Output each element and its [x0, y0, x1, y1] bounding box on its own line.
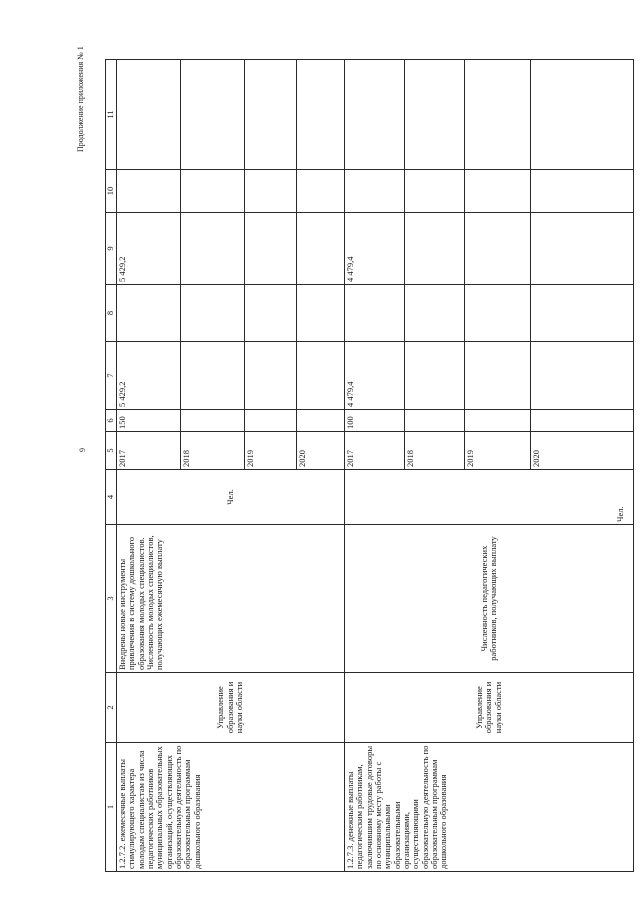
page-number: 9: [78, 448, 87, 452]
year-cell: 2020: [531, 432, 634, 470]
value-cell: [181, 60, 245, 170]
year-cell: 2017: [345, 432, 405, 470]
measure-name-cell: 1.2.7.3. денежные выплаты педагогическим работникам, заключившим трудовые договоры по основному месту работы с муниципальными образовательными организациями, осуществляющими образовательную деятельность по образовательным программам дошкольного образования: [345, 743, 634, 872]
column-number: 8: [106, 285, 117, 342]
table-row: [345, 60, 405, 872]
value-cell: [181, 342, 245, 410]
unit-cell: Чел.: [345, 470, 634, 525]
value-cell: [297, 285, 345, 342]
value-cell: [117, 170, 181, 213]
value-cell: 5 429,2: [117, 213, 181, 285]
value-cell: [531, 342, 634, 410]
value-cell: 5 429,2: [117, 342, 181, 410]
value-cell: [345, 60, 405, 170]
column-number: 9: [106, 213, 117, 285]
target-cell: [531, 410, 634, 432]
table-row: [117, 60, 181, 872]
value-cell: [245, 285, 297, 342]
value-cell: [405, 170, 465, 213]
value-cell: [181, 285, 245, 342]
column-number: 3: [106, 525, 117, 673]
unit-cell: Чел.: [117, 470, 345, 525]
column-number: 11: [106, 60, 117, 170]
column-number: 6: [106, 410, 117, 432]
value-cell: [405, 285, 465, 342]
value-cell: [245, 170, 297, 213]
value-cell: [405, 342, 465, 410]
value-cell: [531, 213, 634, 285]
column-numbers-row: [106, 60, 117, 872]
executor-cell: Управление образования и науки области: [345, 673, 634, 743]
year-cell: 2019: [245, 432, 297, 470]
column-number: 7: [106, 342, 117, 410]
column-number: 1: [106, 743, 117, 872]
target-cell: [465, 410, 531, 432]
value-cell: [297, 342, 345, 410]
column-number: 2: [106, 673, 117, 743]
year-cell: 2018: [181, 432, 245, 470]
value-cell: [245, 342, 297, 410]
column-number: 5: [106, 432, 117, 470]
value-cell: [531, 60, 634, 170]
value-cell: [465, 60, 531, 170]
target-cell: [181, 410, 245, 432]
rotated-sheet: [105, 60, 632, 872]
year-cell: 2019: [465, 432, 531, 470]
value-cell: [297, 170, 345, 213]
value-cell: [345, 170, 405, 213]
value-cell: [405, 213, 465, 285]
target-cell: 150: [117, 410, 181, 432]
value-cell: [345, 285, 405, 342]
value-cell: [465, 285, 531, 342]
value-cell: 4 479,4: [345, 213, 405, 285]
value-cell: [465, 213, 531, 285]
value-cell: [181, 213, 245, 285]
value-cell: [531, 285, 634, 342]
target-cell: [405, 410, 465, 432]
program-table: [105, 59, 634, 872]
value-cell: [245, 213, 297, 285]
value-cell: [181, 170, 245, 213]
indicator-cell: Численность педагогических работников, получающих выплату: [345, 525, 634, 673]
value-cell: 4 479,4: [345, 342, 405, 410]
column-number: 10: [106, 170, 117, 213]
year-cell: 2018: [405, 432, 465, 470]
continuation-label: Продолжение приложения № 1: [76, 46, 85, 152]
value-cell: [297, 213, 345, 285]
value-cell: [297, 60, 345, 170]
year-cell: 2017: [117, 432, 181, 470]
target-cell: 100: [345, 410, 405, 432]
target-cell: [297, 410, 345, 432]
measure-name-cell: 1.2.7.2. ежемесячные выплаты стимулирующего характера молодым специалистам из числа педагогических работников муниципальных образовательных организаций, осуществляющих образовательную деятельность по образовательным программам дошкольного образования: [117, 743, 345, 872]
indicator-cell: Внедрены новые инструменты привлечения в систему дошкольного образования молодых специалистов. Численность молодых специалистов, получающих ежемесячную выплату: [117, 525, 345, 673]
value-cell: [405, 60, 465, 170]
target-cell: [245, 410, 297, 432]
value-cell: [117, 60, 181, 170]
column-number: 4: [106, 470, 117, 525]
value-cell: [531, 170, 634, 213]
value-cell: [465, 342, 531, 410]
year-cell: 2020: [297, 432, 345, 470]
value-cell: [117, 285, 181, 342]
value-cell: [245, 60, 297, 170]
executor-cell: Управление образования и науки области: [117, 673, 345, 743]
value-cell: [465, 170, 531, 213]
